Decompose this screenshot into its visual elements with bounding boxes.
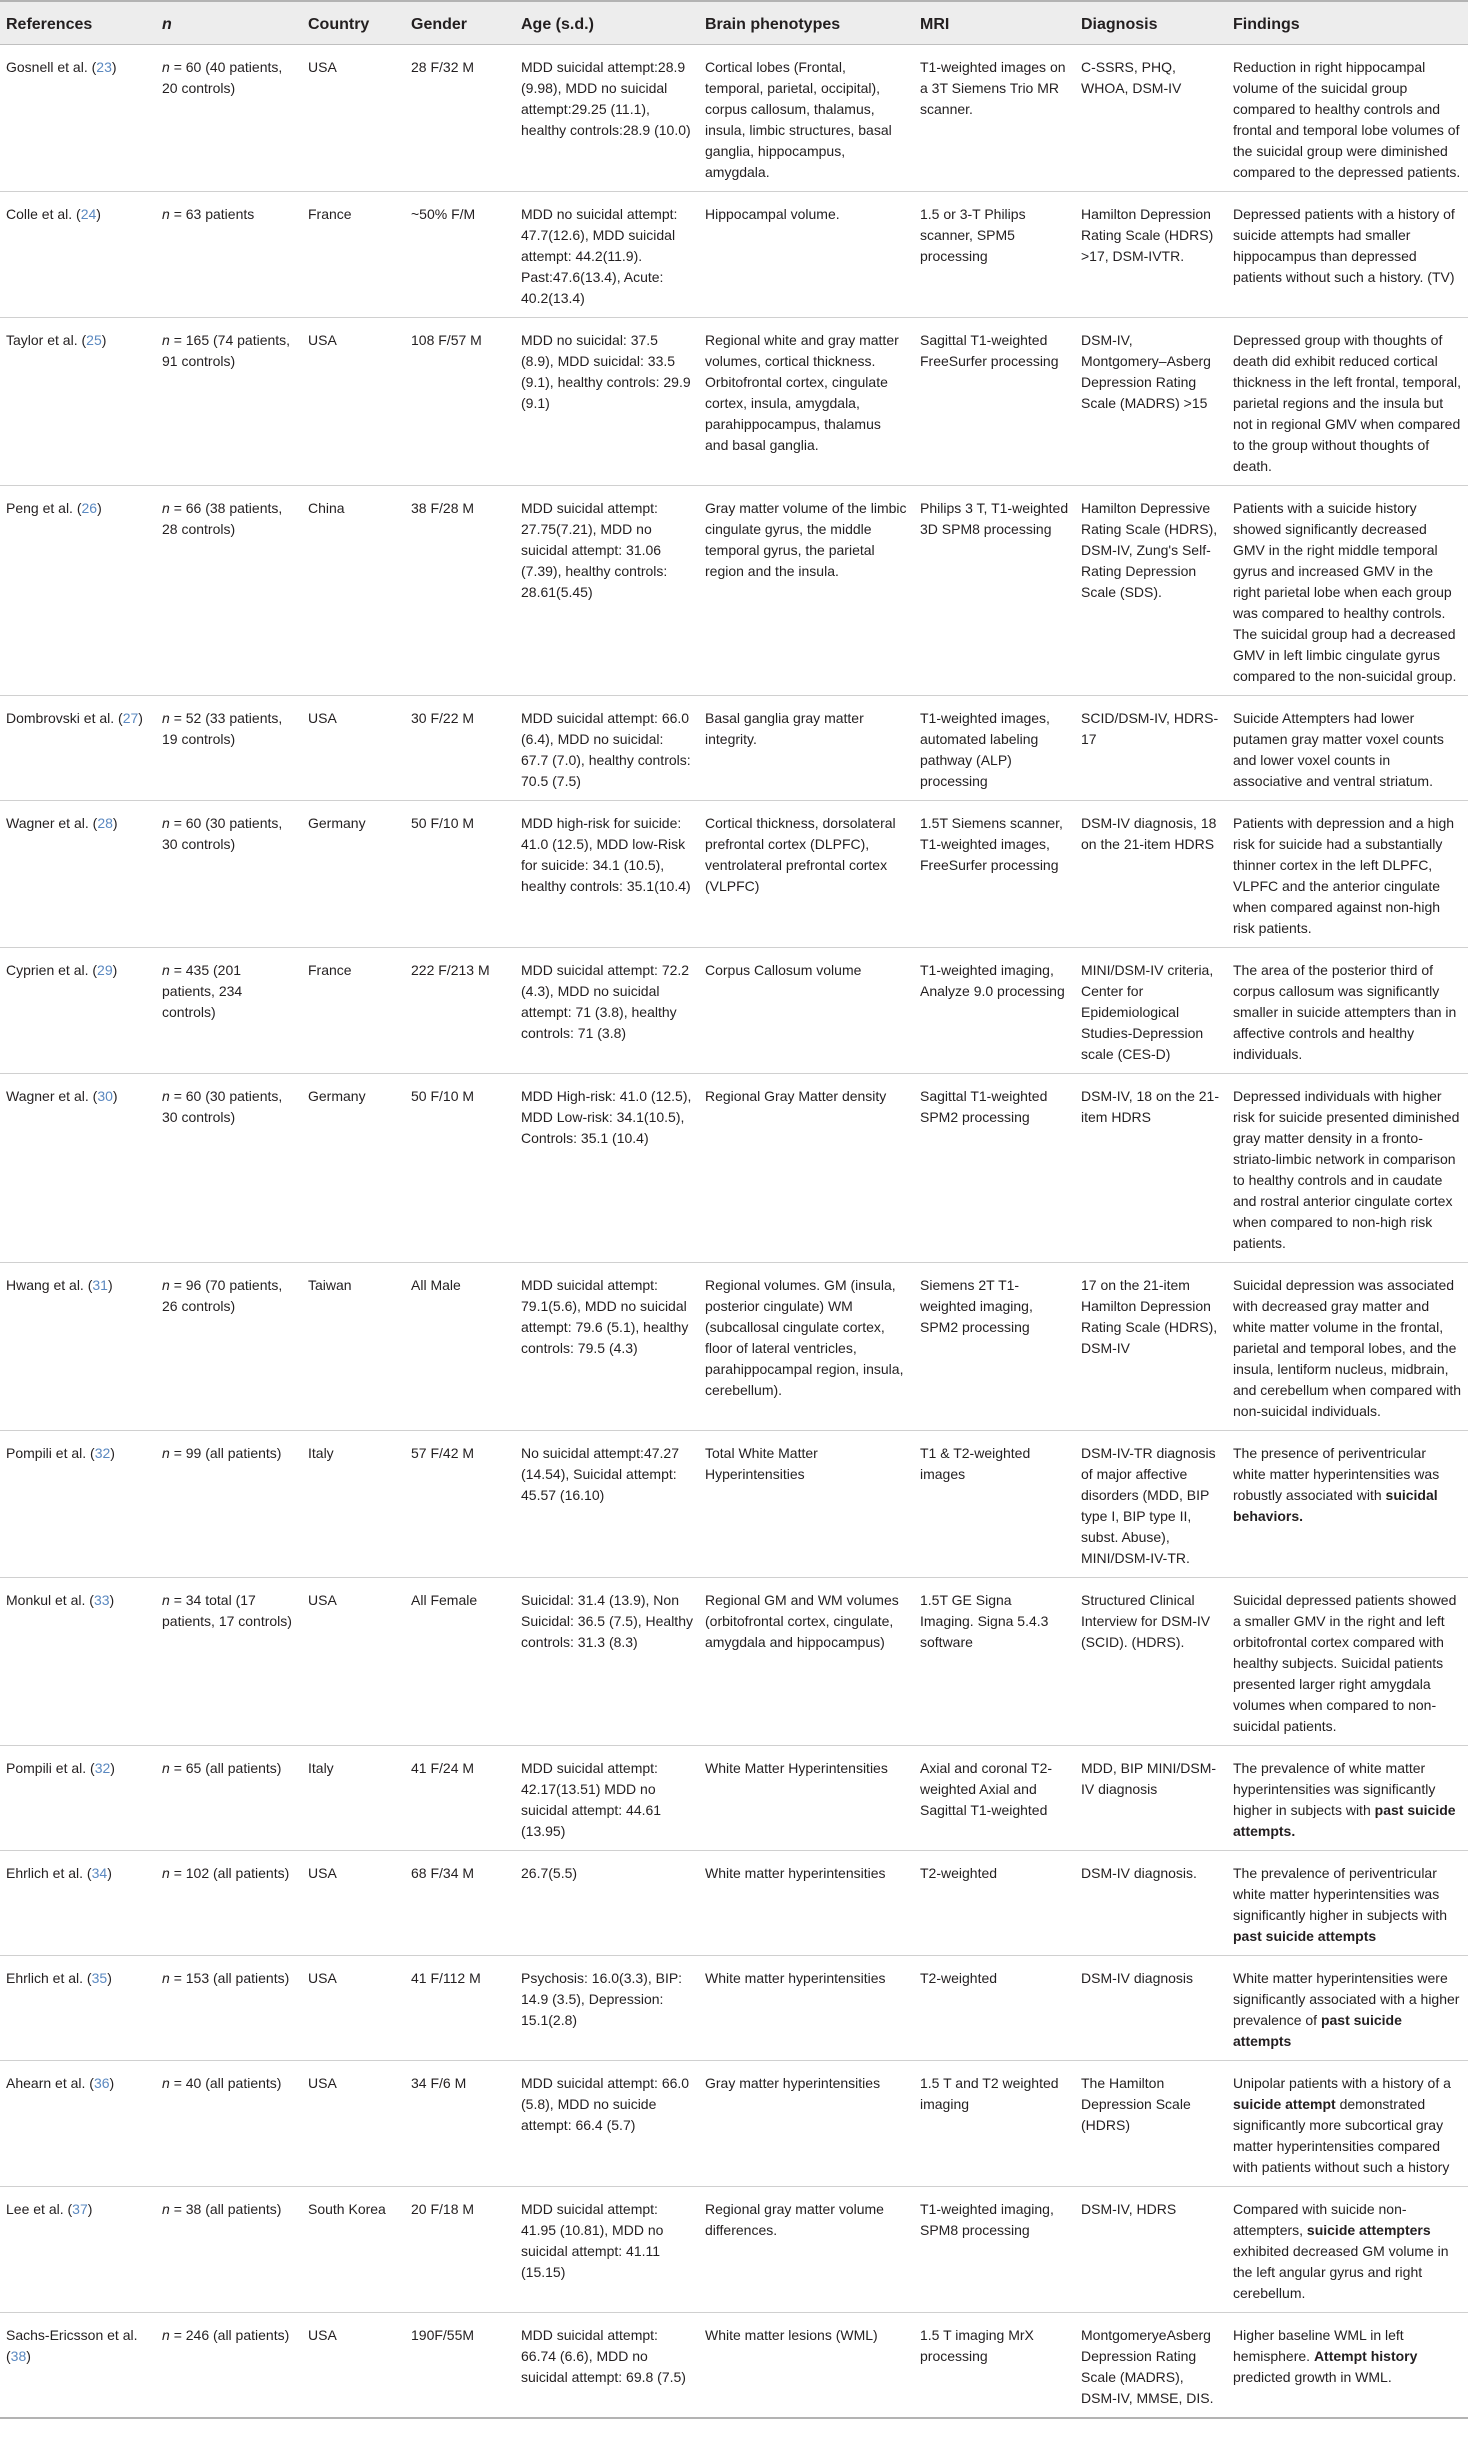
findings-text: Patients with depression and a high risk for suicide had a substantially thinner cortex in the left DLPFC, VLPFC and the anterior cingulate when compared against non-high risk patients. (1233, 815, 1455, 936)
header-mri: MRI (914, 1, 1075, 45)
citation-link[interactable]: 23 (96, 59, 112, 75)
n-symbol: n (162, 59, 170, 75)
header-references: References (0, 1, 156, 45)
reference-cell: Hwang et al. (31) (0, 1263, 156, 1431)
reference-cell: Cyprien et al. (29) (0, 948, 156, 1074)
gender-cell: 20 F/18 M (405, 2187, 515, 2313)
findings-cell (1227, 318, 1468, 486)
phenotypes-cell: Cortical thickness, dorsolateral prefrontal cortex (DLPFC), ventrolateral prefrontal cortex (VLPFC) (699, 801, 914, 948)
citation-link[interactable]: 33 (93, 1592, 110, 1608)
gender-cell: All Female (405, 1578, 515, 1746)
n-value: = 66 (38 patients, 28 controls) (162, 500, 283, 537)
table-row (0, 1578, 1468, 1746)
citation-link[interactable]: 37 (72, 2201, 88, 2217)
n-value: = 102 (all patients) (173, 1865, 290, 1881)
gender-cell: 57 F/42 M (405, 1431, 515, 1578)
n-cell (156, 45, 302, 192)
reference-name: Ahearn et al. (6, 2075, 86, 2091)
reference-name: Ehrlich et al. (6, 1970, 84, 1986)
findings-text: Depressed individuals with higher risk for suicide presented diminished gray matter density in a fronto-striato-limbic network in comparison to healthy controls and in caudate and rostral anterior cingulate cortex when compared to non-high risk patients. (1233, 1088, 1460, 1251)
country-cell: USA (302, 1956, 405, 2061)
phenotypes-cell: Hippocampal volume. (699, 192, 914, 318)
country-cell: USA (302, 696, 405, 801)
age-cell: MDD suicidal attempt: 66.0 (6.4), MDD no suicidal: 67.7 (7.0), healthy controls: 70.5 (7.5) (515, 696, 699, 801)
n-cell (156, 1578, 302, 1746)
n-value: = 63 patients (173, 206, 255, 222)
n-value: = 60 (30 patients, 30 controls) (162, 1088, 283, 1125)
findings-text: suicidal behaviors. (1233, 1487, 1438, 1524)
mri-cell: T2-weighted (914, 1851, 1075, 1956)
country-cell: USA (302, 1851, 405, 1956)
diagnosis-cell: MDD, BIP MINI/DSM-IV diagnosis (1075, 1746, 1227, 1851)
country-cell: France (302, 192, 405, 318)
reference-cell: Sachs-Ericsson et al. (38) (0, 2313, 156, 2419)
table-row (0, 1746, 1468, 1851)
reference-name: Dombrovski et al. (6, 710, 115, 726)
age-cell: Psychosis: 16.0(3.3), BIP: 14.9 (3.5), Depression: 15.1(2.8) (515, 1956, 699, 2061)
reference-name: Peng et al. (6, 500, 73, 516)
mri-cell: Siemens 2T T1-weighted imaging, SPM2 processing (914, 1263, 1075, 1431)
n-symbol: n (162, 2327, 170, 2343)
findings-cell (1227, 1578, 1468, 1746)
table-row (0, 45, 1468, 192)
citation-link[interactable]: 26 (81, 500, 98, 516)
phenotypes-cell: Gray matter volume of the limbic cingulate gyrus, the middle temporal gyrus, the parietal region and the insula. (699, 486, 914, 696)
findings-cell (1227, 696, 1468, 801)
mri-cell: Axial and coronal T2-weighted Axial and Sagittal T1-weighted (914, 1746, 1075, 1851)
phenotypes-cell: Regional volumes. GM (insula, posterior cingulate) WM (subcallosal cingulate cortex, floor of lateral ventricles, parahippocampal region, insula, cerebellum). (699, 1263, 914, 1431)
n-cell (156, 948, 302, 1074)
reference-cell: Taylor et al. (25) (0, 318, 156, 486)
age-cell: MDD suicidal attempt: 72.2 (4.3), MDD no suicidal attempt: 71 (3.8), healthy controls: 71 (3.8) (515, 948, 699, 1074)
age-cell: MDD suicidal attempt: 27.75(7.21), MDD no suicidal attempt: 31.06 (7.39), healthy controls: 28.61(5.45) (515, 486, 699, 696)
reference-name: Cyprien et al. (6, 962, 89, 978)
phenotypes-cell: Regional Gray Matter density (699, 1074, 914, 1263)
header-country: Country (302, 1, 405, 45)
gender-cell: 50 F/10 M (405, 1074, 515, 1263)
diagnosis-cell: DSM-IV, HDRS (1075, 2187, 1227, 2313)
findings-text: The presence of periventricular white matter hyperintensities was robustly associated with (1233, 1445, 1440, 1503)
n-cell (156, 1074, 302, 1263)
findings-text: The area of the posterior third of corpus callosum was significantly smaller in suicide attempters than in affective controls and healthy individuals. (1233, 962, 1457, 1062)
n-symbol: n (162, 962, 170, 978)
age-cell: MDD high-risk for suicide: 41.0 (12.5), MDD low-Risk for suicide: 34.1 (10.5), healthy controls: 35.1(10.4) (515, 801, 699, 948)
n-cell (156, 801, 302, 948)
country-cell: USA (302, 2313, 405, 2419)
findings-text: The prevalence of white matter hyperintensities was significantly higher in subjects with (1233, 1760, 1436, 1818)
citation-link[interactable]: 29 (97, 962, 113, 978)
findings-text: predicted growth in WML. (1233, 2369, 1392, 2385)
gender-cell: 34 F/6 M (405, 2061, 515, 2187)
table-row (0, 1851, 1468, 1956)
reference-name: Hwang et al. (6, 1277, 84, 1293)
citation-link[interactable]: 25 (86, 332, 102, 348)
country-cell: USA (302, 45, 405, 192)
reference-name: Gosnell et al. (6, 59, 88, 75)
n-cell (156, 2187, 302, 2313)
citation-link[interactable]: 30 (97, 1088, 113, 1104)
age-cell: MDD suicidal attempt: 42.17(13.51) MDD no suicidal attempt: 44.61 (13.95) (515, 1746, 699, 1851)
n-symbol: n (162, 500, 170, 516)
country-cell: South Korea (302, 2187, 405, 2313)
country-cell: Germany (302, 1074, 405, 1263)
findings-cell (1227, 486, 1468, 696)
n-symbol: n (162, 206, 170, 222)
n-cell (156, 2313, 302, 2419)
reference-cell: Monkul et al. (33) (0, 1578, 156, 1746)
reference-name: Taylor et al. (6, 332, 78, 348)
mri-cell: 1.5 or 3-T Philips scanner, SPM5 processing (914, 192, 1075, 318)
gender-cell: 28 F/32 M (405, 45, 515, 192)
citation-link[interactable]: 32 (94, 1445, 111, 1461)
reference-cell: Colle et al. (24) (0, 192, 156, 318)
n-symbol: n (162, 1970, 170, 1986)
mri-cell: Sagittal T1-weighted SPM2 processing (914, 1074, 1075, 1263)
mri-cell: T1-weighted images, automated labeling pathway (ALP) processing (914, 696, 1075, 801)
phenotypes-cell: Regional gray matter volume differences. (699, 2187, 914, 2313)
n-value: = 435 (201 patients, 234 controls) (162, 962, 243, 1020)
age-cell: Suicidal: 31.4 (13.9), Non Suicidal: 36.5 (7.5), Healthy controls: 31.3 (8.3) (515, 1578, 699, 1746)
reference-cell: Lee et al. (37) (0, 2187, 156, 2313)
reference-name: Pompili et al. (6, 1445, 87, 1461)
findings-text: Patients with a suicide history showed significantly decreased GMV in the right middle temporal gyrus and increased GMV in the right parietal lobe when each group was compared to healthy controls. The suicidal group had a decreased GMV in left limbic cingulate gyrus compared to the non-suicidal group. (1233, 500, 1457, 684)
reference-name: Lee et al. (6, 2201, 64, 2217)
country-cell: Italy (302, 1431, 405, 1578)
reference-cell: Peng et al. (26) (0, 486, 156, 696)
phenotypes-cell: Cortical lobes (Frontal, temporal, parietal, occipital), corpus callosum, thalamus, insula, limbic structures, basal ganglia, hippocampus, amygdala. (699, 45, 914, 192)
n-value: = 60 (40 patients, 20 controls) (162, 59, 283, 96)
citation-link[interactable]: 35 (91, 1970, 108, 1986)
mri-cell: 1.5T GE Signa Imaging. Signa 5.4.3 software (914, 1578, 1075, 1746)
citation-link[interactable]: 24 (80, 206, 97, 222)
diagnosis-cell: Structured Clinical Interview for DSM-IV (SCID). (HDRS). (1075, 1578, 1227, 1746)
n-cell (156, 318, 302, 486)
findings-text: Unipolar patients with a history of a (1233, 2075, 1451, 2091)
findings-text: The prevalence of periventricular white matter hyperintensities was significantly higher in subjects with (1233, 1865, 1447, 1923)
n-value: = 52 (33 patients, 19 controls) (162, 710, 283, 747)
citation-link[interactable]: 28 (97, 815, 113, 831)
findings-text: White matter hyperintensities were significantly associated with a higher prevalence of (1233, 1970, 1460, 2028)
reference-cell: Gosnell et al. (23) (0, 45, 156, 192)
n-cell (156, 1263, 302, 1431)
reference-name: Sachs-Ericsson et al. (6, 2327, 138, 2343)
country-cell: USA (302, 318, 405, 486)
mri-cell: 1.5 T and T2 weighted imaging (914, 2061, 1075, 2187)
n-value: = 40 (all patients) (173, 2075, 282, 2091)
phenotypes-cell: Gray matter hyperintensities (699, 2061, 914, 2187)
phenotypes-cell: White Matter Hyperintensities (699, 1746, 914, 1851)
findings-cell (1227, 1263, 1468, 1431)
phenotypes-cell: White matter hyperintensities (699, 1956, 914, 2061)
diagnosis-cell: Hamilton Depressive Rating Scale (HDRS), DSM-IV, Zung's Self-Rating Depression Scale (SDS). (1075, 486, 1227, 696)
n-symbol: n (162, 2075, 170, 2091)
mri-cell: T1-weighted imaging, SPM8 processing (914, 2187, 1075, 2313)
table-row (0, 801, 1468, 948)
header-brain-phenotypes: Brain phenotypes (699, 1, 914, 45)
country-cell: Italy (302, 1746, 405, 1851)
country-cell: USA (302, 1578, 405, 1746)
findings-text: past suicide attempts (1233, 1928, 1377, 1944)
table-row (0, 2187, 1468, 2313)
phenotypes-cell: Total White Matter Hyperintensities (699, 1431, 914, 1578)
diagnosis-cell: DSM-IV diagnosis (1075, 1956, 1227, 2061)
gender-cell: ~50% F/M (405, 192, 515, 318)
table-body (0, 45, 1468, 2419)
age-cell: MDD no suicidal: 37.5 (8.9), MDD suicidal: 33.5 (9.1), healthy controls: 29.9 (9.1) (515, 318, 699, 486)
n-symbol: n (162, 815, 170, 831)
age-cell: MDD suicidal attempt:28.9 (9.98), MDD no suicidal attempt:29.25 (11.1), healthy controls:28.9 (10.0) (515, 45, 699, 192)
n-cell (156, 192, 302, 318)
diagnosis-cell: MINI/DSM-IV criteria, Center for Epidemiological Studies-Depression scale (CES-D) (1075, 948, 1227, 1074)
gender-cell: 30 F/22 M (405, 696, 515, 801)
n-cell (156, 1851, 302, 1956)
phenotypes-cell: White matter hyperintensities (699, 1851, 914, 1956)
n-value: = 153 (all patients) (173, 1970, 290, 1986)
findings-cell (1227, 2187, 1468, 2313)
header-age: Age (s.d.) (515, 1, 699, 45)
n-value: = 246 (all patients) (173, 2327, 290, 2343)
reference-cell: Ehrlich et al. (34) (0, 1851, 156, 1956)
reference-name: Wagner et al. (6, 815, 89, 831)
mri-cell: Sagittal T1-weighted FreeSurfer processing (914, 318, 1075, 486)
citation-link[interactable]: 36 (93, 2075, 110, 2091)
findings-text: demonstrated significantly more subcortical gray matter hyperintensities compared with patients without such a history (1233, 2096, 1450, 2175)
findings-text: Depressed group with thoughts of death did exhibit reduced cortical thickness in the left frontal, temporal, parietal regions and the insula but not in regional GMV when compared to the group without thoughts of death. (1233, 332, 1461, 474)
age-cell: No suicidal attempt:47.27 (14.54), Suicidal attempt: 45.57 (16.10) (515, 1431, 699, 1578)
reference-cell: Pompili et al. (32) (0, 1431, 156, 1578)
findings-text: past suicide attempts (1233, 2012, 1402, 2049)
n-symbol: n (162, 1592, 170, 1608)
diagnosis-cell: C-SSRS, PHQ, WHOA, DSM-IV (1075, 45, 1227, 192)
findings-cell (1227, 2313, 1468, 2419)
mri-cell: 1.5T Siemens scanner, T1-weighted images, FreeSurfer processing (914, 801, 1075, 948)
header-findings: Findings (1227, 1, 1468, 45)
findings-text: Depressed patients with a history of suicide attempts had smaller hippocampus than depressed patients without such a history. (TV) (1233, 206, 1455, 285)
citation-link[interactable]: 38 (10, 2348, 27, 2364)
age-cell: MDD High-risk: 41.0 (12.5), MDD Low-risk: 34.1(10.5), Controls: 35.1 (10.4) (515, 1074, 699, 1263)
gender-cell: 38 F/28 M (405, 486, 515, 696)
reference-cell: Wagner et al. (30) (0, 1074, 156, 1263)
findings-text: Suicidal depression was associated with decreased gray matter and white matter volume in the frontal, parietal and temporal lobes, and the insula, lentiform nucleus, midbrain, and cerebellum when compared with non-suicidal individuals. (1233, 1277, 1462, 1419)
diagnosis-cell: SCID/DSM-IV, HDRS-17 (1075, 696, 1227, 801)
reference-name: Monkul et al. (6, 1592, 86, 1608)
findings-cell (1227, 45, 1468, 192)
country-cell: USA (302, 2061, 405, 2187)
reference-name: Colle et al. (6, 206, 73, 222)
table-row (0, 2061, 1468, 2187)
reference-cell: Dombrovski et al. (27) (0, 696, 156, 801)
n-value: = 34 total (17 patients, 17 controls) (162, 1592, 292, 1629)
diagnosis-cell: 17 on the 21-item Hamilton Depression Rating Scale (HDRS), DSM-IV (1075, 1263, 1227, 1431)
reference-name: Wagner et al. (6, 1088, 89, 1104)
mri-cell: 1.5 T imaging MrX processing (914, 2313, 1075, 2419)
table-row (0, 486, 1468, 696)
n-symbol: n (162, 1865, 170, 1881)
mri-cell: T1-weighted imaging, Analyze 9.0 processing (914, 948, 1075, 1074)
phenotypes-cell: Corpus Callosum volume (699, 948, 914, 1074)
country-cell: France (302, 948, 405, 1074)
citation-link[interactable]: 27 (122, 710, 139, 726)
findings-cell (1227, 192, 1468, 318)
gender-cell: All Male (405, 1263, 515, 1431)
header-gender: Gender (405, 1, 515, 45)
citation-link[interactable]: 32 (94, 1760, 111, 1776)
n-cell (156, 2061, 302, 2187)
age-cell: 26.7(5.5) (515, 1851, 699, 1956)
age-cell: MDD suicidal attempt: 66.74 (6.6), MDD no suicidal attempt: 69.8 (7.5) (515, 2313, 699, 2419)
findings-cell (1227, 1074, 1468, 1263)
n-value: = 99 (all patients) (173, 1445, 282, 1461)
age-cell: MDD suicidal attempt: 66.0 (5.8), MDD no suicide attempt: 66.4 (5.7) (515, 2061, 699, 2187)
phenotypes-cell: Regional white and gray matter volumes, cortical thickness. Orbitofrontal cortex, cingulate cortex, insula, amygdala, parahippocampus, thalamus and basal ganglia. (699, 318, 914, 486)
reference-cell: Pompili et al. (32) (0, 1746, 156, 1851)
citation-link[interactable]: 34 (91, 1865, 108, 1881)
n-value: = 60 (30 patients, 30 controls) (162, 815, 283, 852)
gender-cell: 68 F/34 M (405, 1851, 515, 1956)
gender-cell: 108 F/57 M (405, 318, 515, 486)
table-row (0, 696, 1468, 801)
n-symbol: n (162, 710, 170, 726)
phenotypes-cell: White matter lesions (WML) (699, 2313, 914, 2419)
header-n: n (156, 1, 302, 45)
n-cell (156, 1746, 302, 1851)
header-row (0, 1, 1468, 45)
findings-cell (1227, 1746, 1468, 1851)
findings-text: Suicidal depressed patients showed a smaller GMV in the right and left orbitofrontal cortex compared with healthy subjects. Suicidal patients presented larger right amygdala volumes when compared to non-suicidal patients. (1233, 1592, 1457, 1734)
n-symbol: n (162, 2201, 170, 2217)
mri-cell: T2-weighted (914, 1956, 1075, 2061)
citation-link[interactable]: 31 (92, 1277, 108, 1293)
findings-text: suicide attempt (1233, 2096, 1336, 2112)
n-symbol: n (162, 1277, 170, 1293)
age-cell: MDD no suicidal attempt: 47.7(12.6), MDD suicidal attempt: 44.2(11.9). Past:47.6(13.4), Acute: 40.2(13.4) (515, 192, 699, 318)
n-value: = 96 (70 patients, 26 controls) (162, 1277, 283, 1314)
findings-cell (1227, 1956, 1468, 2061)
n-value: = 65 (all patients) (173, 1760, 282, 1776)
table-row (0, 1431, 1468, 1578)
diagnosis-cell: MontgomeryeAsberg Depression Rating Scale (MADRS), DSM-IV, MMSE, DIS. (1075, 2313, 1227, 2419)
findings-text: suicide attempters (1306, 2222, 1431, 2238)
findings-text: Reduction in right hippocampal volume of the suicidal group compared to healthy controls and frontal and temporal lobe volumes of the suicidal group were diminished compared to the depressed patients. (1233, 59, 1461, 180)
findings-cell (1227, 948, 1468, 1074)
n-cell (156, 1956, 302, 2061)
findings-cell (1227, 2061, 1468, 2187)
mri-cell: T1 & T2-weighted images (914, 1431, 1075, 1578)
findings-cell (1227, 801, 1468, 948)
country-cell: Germany (302, 801, 405, 948)
findings-text: Suicide Attempters had lower putamen gray matter voxel counts and lower voxel counts in associative and ventral striatum. (1233, 710, 1444, 789)
diagnosis-cell: The Hamilton Depression Scale (HDRS) (1075, 2061, 1227, 2187)
table-row (0, 192, 1468, 318)
reference-name: Pompili et al. (6, 1760, 87, 1776)
diagnosis-cell: DSM-IV, 18 on the 21-item HDRS (1075, 1074, 1227, 1263)
gender-cell: 41 F/112 M (405, 1956, 515, 2061)
reference-cell: Wagner et al. (28) (0, 801, 156, 948)
n-symbol: n (162, 1088, 170, 1104)
table-row (0, 2313, 1468, 2419)
n-cell (156, 486, 302, 696)
n-cell (156, 696, 302, 801)
mri-cell: Philips 3 T, T1-weighted 3D SPM8 processing (914, 486, 1075, 696)
n-symbol: n (162, 1760, 170, 1776)
diagnosis-cell: Hamilton Depression Rating Scale (HDRS) >17, DSM-IVTR. (1075, 192, 1227, 318)
findings-cell (1227, 1431, 1468, 1578)
findings-text: Higher baseline WML in left hemisphere. (1233, 2327, 1404, 2364)
findings-text: Compared with suicide non-attempters, (1233, 2201, 1407, 2238)
phenotypes-cell: Regional GM and WM volumes (orbitofrontal cortex, cingulate, amygdala and hippocampus) (699, 1578, 914, 1746)
table-row (0, 1263, 1468, 1431)
diagnosis-cell: DSM-IV diagnosis, 18 on the 21-item HDRS (1075, 801, 1227, 948)
findings-text: past suicide attempts. (1233, 1802, 1456, 1839)
mri-cell: T1-weighted images on a 3T Siemens Trio MR scanner. (914, 45, 1075, 192)
age-cell: MDD suicidal attempt: 79.1(5.6), MDD no suicidal attempt: 79.6 (5.1), healthy controls: 79.5 (4.3) (515, 1263, 699, 1431)
reference-cell: Ahearn et al. (36) (0, 2061, 156, 2187)
findings-text: Attempt history (1313, 2348, 1418, 2364)
gender-cell: 41 F/24 M (405, 1746, 515, 1851)
findings-cell (1227, 1851, 1468, 1956)
n-value: = 165 (74 patients, 91 controls) (162, 332, 291, 369)
table-row (0, 318, 1468, 486)
n-cell (156, 1431, 302, 1578)
reference-cell: Ehrlich et al. (35) (0, 1956, 156, 2061)
diagnosis-cell: DSM-IV diagnosis. (1075, 1851, 1227, 1956)
gender-cell: 50 F/10 M (405, 801, 515, 948)
diagnosis-cell: DSM-IV, Montgomery–Asberg Depression Rating Scale (MADRS) >15 (1075, 318, 1227, 486)
n-value: = 38 (all patients) (173, 2201, 282, 2217)
n-symbol: n (162, 332, 170, 348)
diagnosis-cell: DSM-IV-TR diagnosis of major affective disorders (MDD, BIP type I, BIP type II, subst. Abuse), MINI/DSM-IV-TR. (1075, 1431, 1227, 1578)
reference-name: Ehrlich et al. (6, 1865, 84, 1881)
table-row (0, 1074, 1468, 1263)
age-cell: MDD suicidal attempt: 41.95 (10.81), MDD no suicidal attempt: 41.11 (15.15) (515, 2187, 699, 2313)
gender-cell: 190F/55M (405, 2313, 515, 2419)
table-row (0, 948, 1468, 1074)
gender-cell: 222 F/213 M (405, 948, 515, 1074)
header-diagnosis: Diagnosis (1075, 1, 1227, 45)
country-cell: Taiwan (302, 1263, 405, 1431)
n-symbol: n (162, 1445, 170, 1461)
phenotypes-cell: Basal ganglia gray matter integrity. (699, 696, 914, 801)
findings-text: exhibited decreased GM volume in the left angular gyrus and right cerebellum. (1233, 2243, 1449, 2301)
country-cell: China (302, 486, 405, 696)
table-row (0, 1956, 1468, 2061)
